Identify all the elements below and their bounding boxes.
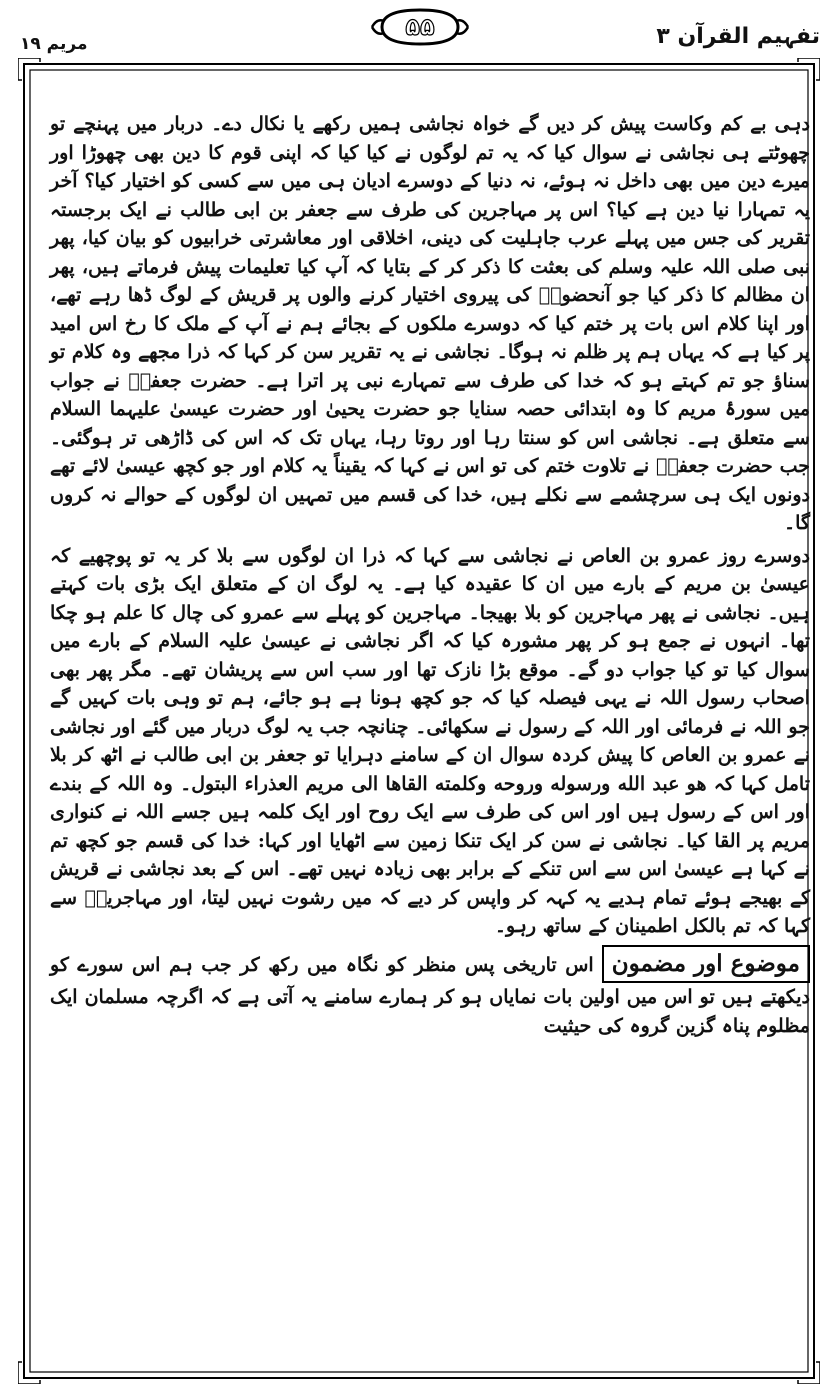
page-body xyxy=(50,110,810,1380)
paragraph-2: دوسرے روز عمرو بن العاص نے نجاشی سے کہا کہ ذرا ان لوگوں سے بلا کر یہ تو پوچھیے کہ عیسیٰ بن مریم کے بارے میں ان کا عقیدہ کیا ہے۔ یہ لوگ ان کے متعلق ایک بڑی بات کہتے ہیں۔ نجاشی نے پھر مہاجرین کو بلا بھیجا۔ مہاجرین کو پہلے سے عمرو کی چال کا علم ہو چکا تھا۔ انہوں نے جمع ہو کر پھر مشورہ کیا کہ اگر نجاشی نے عیسیٰ علیہ السلام کے بارے میں سوال کیا تو کیا جواب دو گے۔ موقع بڑا نازک تھا اور سب اس سے پریشان تھے۔ مگر پھر بھی اصحاب رسول اللہ نے یہی فیصلہ کیا کہ جو کچھ ہونا ہے ہو جائے، ہم تو وہی بات کہیں گے جو اللہ نے فرمائی اور اللہ کے رسول نے سکھائی۔ چنانچہ جب یہ لوگ دربار میں گئے اور نجاشی نے عمرو بن العاص کا پیش کردہ سوال ان کے سامنے دہرایا تو جعفر بن ابی طالب نے اٹھ کر بلا تامل کہا کہ هو عبد الله ورسوله وروحه وكلمته القاها الى مريم العذراء البتول۔ وہ اللہ کے بندے اور اس کے رسول ہیں اور اس کی طرف سے ایک روح اور ایک کلمہ ہیں جسے اللہ نے کنواری مریم پر القا کیا۔ نجاشی نے سن کر ایک تنکا زمین سے اٹھایا اور کہا: خدا کی قسم جو کچھ تم نے کہا ہے عیسیٰ اس سے اس تنکے کے برابر بھی زیادہ نہیں تھے۔ اس کے بعد نجاشی نے قریش کے بھیجے ہوئے تمام ہدیے یہ کہہ کر واپس کر دیے کہ میں رشوت نہیں لیتا، اور مہاجرینؓ سے کہا کہ تم بالکل اطمینان کے ساتھ رہو۔ xyxy=(50,544,810,937)
paragraph-3 xyxy=(50,945,810,1041)
section-heading: موضوع اور مضمون xyxy=(602,945,810,984)
paragraph-1: دہی بے کم وکاست پیش کر دیں گے خواہ نجاشی ہمیں رکھے یا نکال دے۔ دربار میں پہنچے تو چھوٹتے ہی نجاشی نے سوال کیا کہ یہ تم لوگوں نے کیا کیا کہ اپنی قوم کا دین بھی چھوڑا اور میرے دین میں بھی داخل نہ ہوئے، نہ دنیا کے دوسرے ادیان ہی میں سے کسی کو اختیار کیا؟ آخر یہ تمہارا نیا دین ہے کیا؟ اس پر مہاجرین کی طرف سے جعفر بن ابی طالب نے ایک برجستہ تقریر کی جس میں پہلے عرب جاہلیت کی دینی، اخلاقی اور معاشرتی خرابیوں کو بیان کیا، پھر نبی صلی اللہ علیہ وسلم کی بعثت کا ذکر کر کے بتایا کہ آپ کیا تعلیمات پیش فرماتے ہیں، پھر ان مظالم کا ذکر کیا جو آنحضورؐ کی پیروی اختیار کرنے والوں پر قریش کے لوگ ڈھا رہے تھے، اور اپنا کلام اس بات پر ختم کیا کہ دوسرے ملکوں کے بجائے ہم نے آپ کے ملک کا رخ اس امید پر کیا ہے کہ یہاں ہم پر ظلم نہ ہوگا۔ نجاشی نے یہ تقریر سن کر کہا کہ ذرا مجھے وہ کلام تو سناؤ جو تم کہتے ہو کہ خدا کی طرف سے تمہارے نبی پر اترا ہے۔ حضرت جعفرؓ نے جواب میں سورۂ مریم کا وہ ابتدائی حصہ سنایا جو حضرت یحییٰ اور حضرت عیسیٰ علیہما السلام سے متعلق ہے۔ نجاشی اس کو سنتا رہا اور روتا رہا، یہاں تک کہ اس کی ڈاڑھی تر ہوگئی۔ جب حضرت جعفرؓ نے تلاوت ختم کی تو اس نے کہا کہ یقیناً یہ کلام اور جو کچھ عیسیٰ لائے تھے دونوں ایک ہی سرچشمے سے نکلے ہیں، خدا کی قسم میں تمہیں ان لوگوں کے حوالے نہ کروں گا۔ xyxy=(50,113,810,534)
paragraph-3-text: اس تاریخی پس منظر کو نگاہ میں رکھ کر جب ہم اس سورے کو دیکھتے ہیں تو اس میں اولین بات نمایاں ہو کر ہمارے سامنے یہ آتی ہے کہ اگرچہ مسلمان ایک مظلوم پناہ گزین گروہ کی حیثیت xyxy=(50,953,810,1037)
surah-reference: مریم ۱۹ xyxy=(20,34,88,54)
book-title: تفہیم القرآن ۳ xyxy=(656,24,820,49)
page-number: ۵۵ xyxy=(405,13,435,41)
page-number-badge xyxy=(368,6,472,48)
page-header xyxy=(0,0,840,62)
